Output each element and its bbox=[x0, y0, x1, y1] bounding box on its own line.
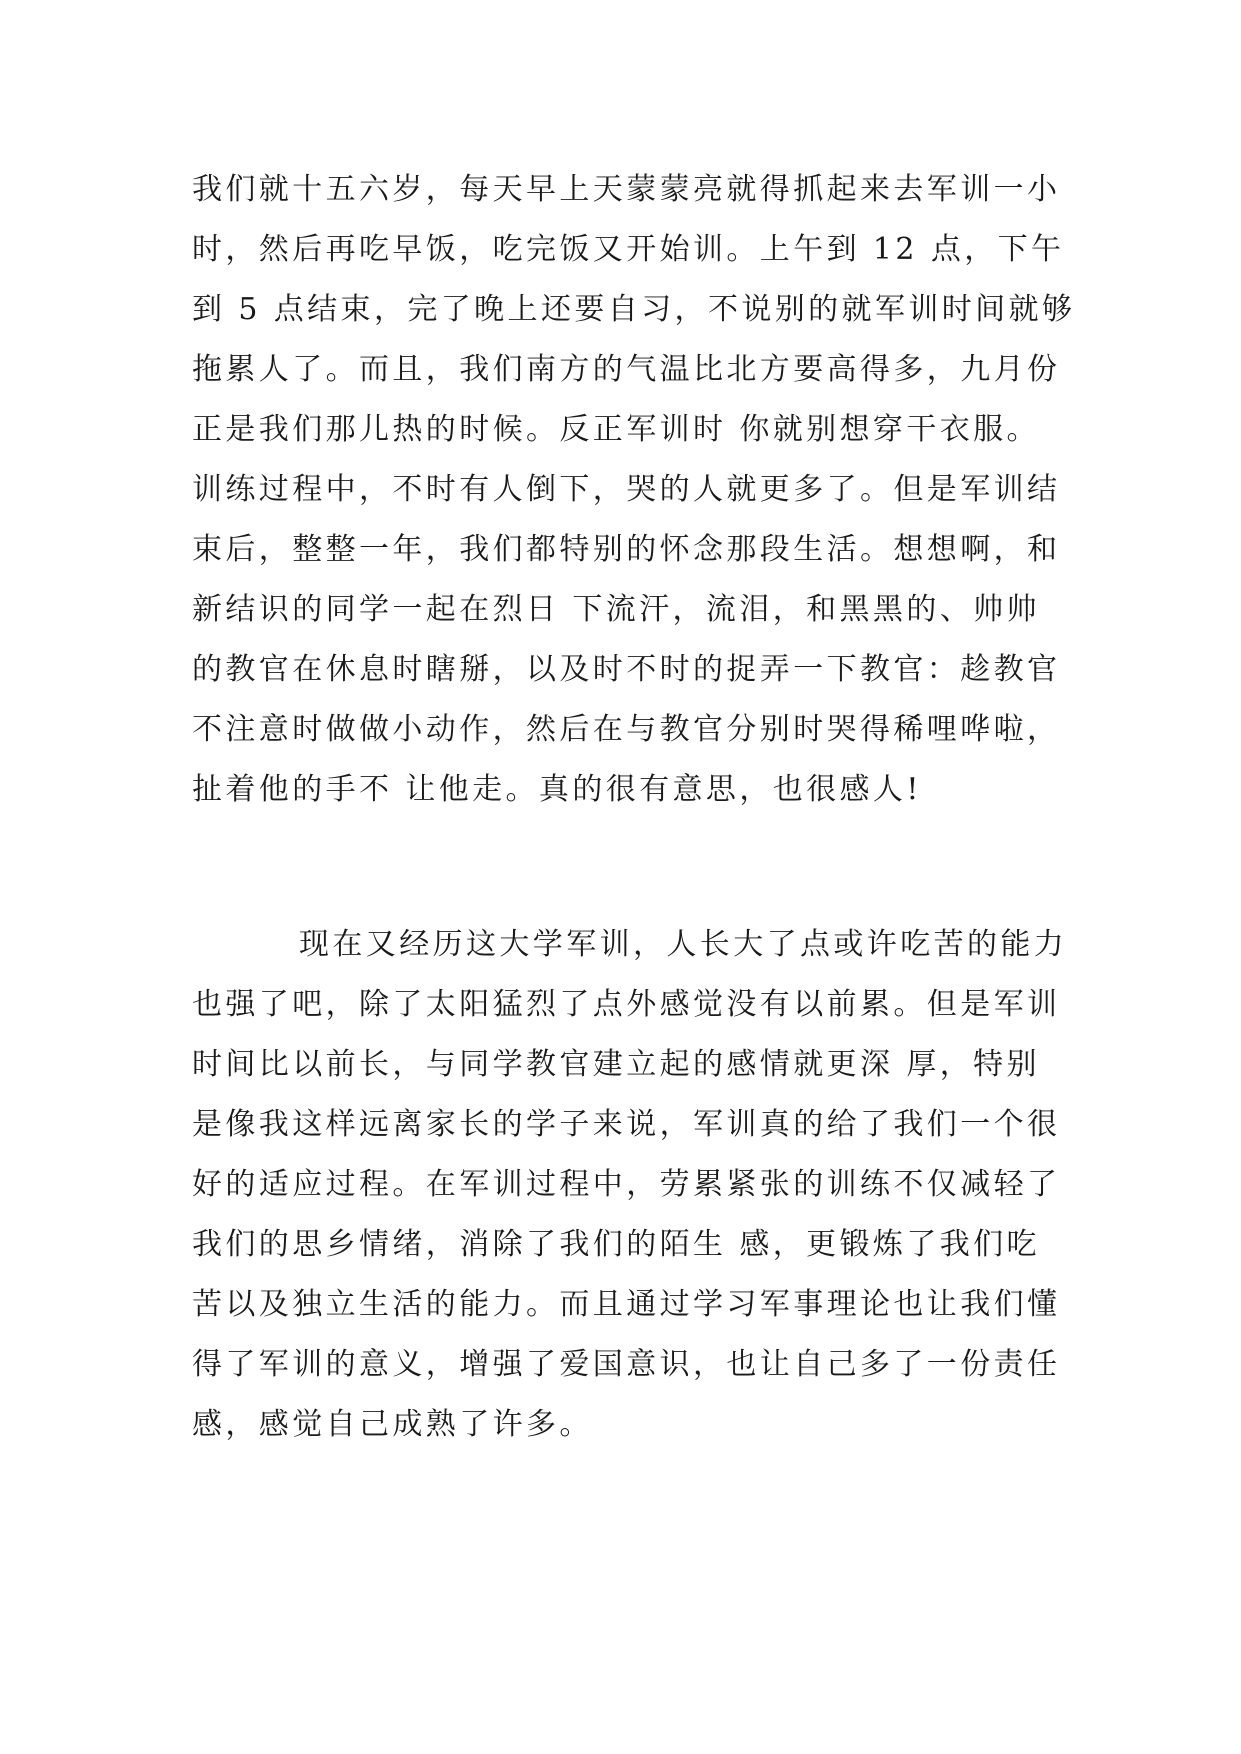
paragraph-line: 正是我们那儿热的时候。反正军训时 你就别想穿干衣服。 bbox=[192, 412, 1040, 447]
paragraph-line: 苦以及独立生活的能力。而且通过学习军事理论也让我们懂 bbox=[192, 1287, 1061, 1322]
paragraph-line: 得了军训的意义，增强了爱国意识，也让自己多了一份责任 bbox=[192, 1347, 1061, 1382]
paragraph-line: 感，感觉自己成熟了许多。 bbox=[192, 1407, 593, 1442]
paragraph-line: 是像我这样远离家长的学子来说，军训真的给了我们一个很 bbox=[192, 1107, 1061, 1142]
paragraph-line: 到 5 点结束，完了晚上还要自习，不说别的就军训时间就够 bbox=[192, 292, 1076, 327]
paragraph-line: 拖累人了。而且，我们南方的气温比北方要高得多，九月份 bbox=[192, 352, 1061, 387]
paragraph-line: 现在又经历这大学军训，人长大了点或许吃苦的能力 bbox=[299, 927, 1068, 962]
paragraph-line: 训练过程中，不时有人倒下，哭的人就更多了。但是军训结 bbox=[192, 472, 1061, 507]
paragraph-line: 的教官在休息时瞎掰，以及时不时的捉弄一下教官：趁教官 bbox=[192, 652, 1061, 687]
paragraph-line: 时，然后再吃早饭，吃完饭又开始训。上午到 12 点，下午 bbox=[192, 232, 1065, 267]
paragraph-line: 我们就十五六岁，每天早上天蒙蒙亮就得抓起来去军训一小 bbox=[192, 172, 1061, 207]
paragraph-1 bbox=[192, 160, 1076, 820]
paragraph-line: 不注意时做做小动作，然后在与教官分别时哭得稀哩哗啦， bbox=[192, 712, 1061, 747]
paragraph-line: 新结识的同学一起在烈日 下流汗，流泪，和黑黑的、帅帅 bbox=[192, 592, 1040, 627]
paragraph-2 bbox=[192, 915, 1072, 1455]
paragraph-line: 时间比以前长，与同学教官建立起的感情就更深 厚，特别 bbox=[192, 1047, 1040, 1082]
paragraph-line: 我们的思乡情绪，消除了我们的陌生 感，更锻炼了我们吃 bbox=[192, 1227, 1040, 1262]
paragraph-line: 束后，整整一年，我们都特别的怀念那段生活。想想啊，和 bbox=[192, 532, 1061, 567]
paragraph-line: 也强了吧，除了太阳猛烈了点外感觉没有以前累。但是军训 bbox=[192, 987, 1061, 1022]
paragraph-line: 扯着他的手不 让他走。真的很有意思，也很感人! bbox=[192, 772, 922, 807]
paragraph-line: 好的适应过程。在军训过程中，劳累紧张的训练不仅减轻了 bbox=[192, 1167, 1061, 1202]
